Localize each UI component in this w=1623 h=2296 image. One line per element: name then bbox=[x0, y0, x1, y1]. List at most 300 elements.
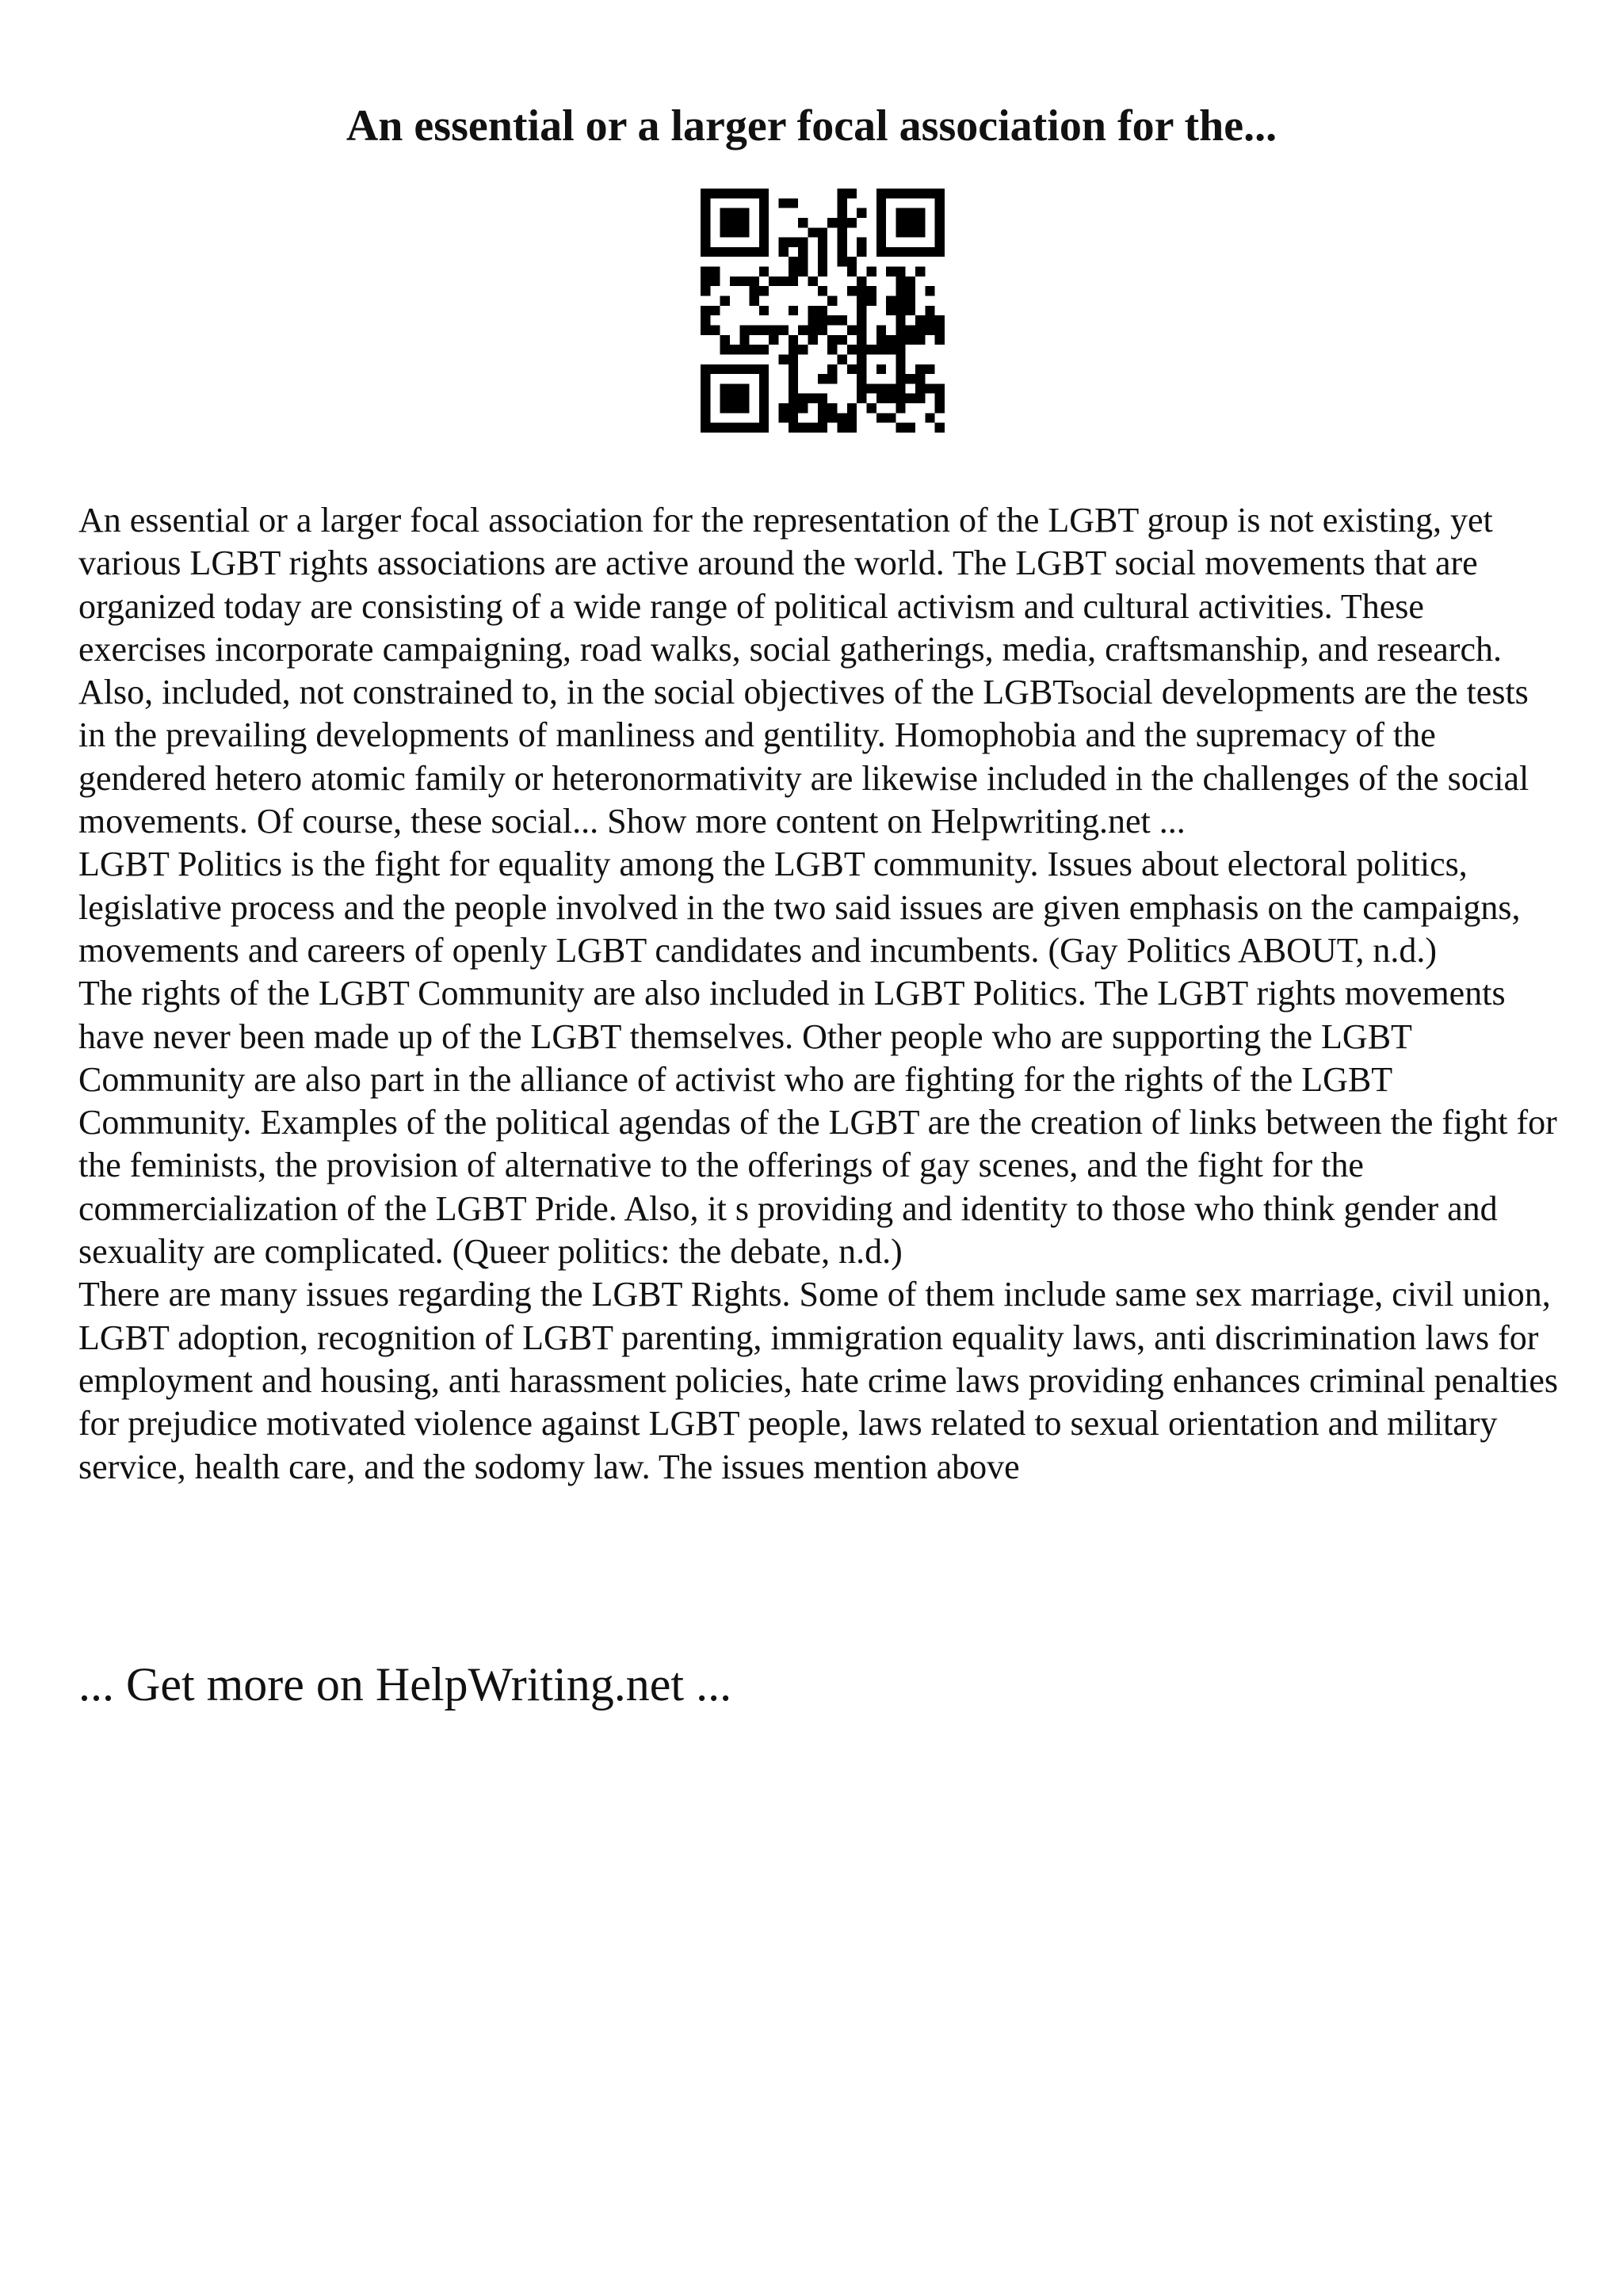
qr-module bbox=[798, 325, 808, 334]
qr-module bbox=[837, 315, 846, 325]
qr-module bbox=[798, 345, 808, 354]
qr-module bbox=[739, 423, 749, 433]
qr-module bbox=[750, 296, 759, 306]
qr-module bbox=[915, 218, 925, 227]
qr-module bbox=[876, 383, 886, 393]
qr-module bbox=[935, 198, 945, 208]
qr-module bbox=[769, 335, 778, 345]
qr-code-graphic bbox=[701, 189, 945, 433]
qr-module bbox=[876, 364, 886, 374]
qr-module bbox=[915, 267, 925, 277]
qr-module bbox=[769, 325, 778, 334]
qr-module bbox=[759, 267, 769, 277]
qr-module bbox=[798, 267, 808, 277]
qr-module bbox=[837, 218, 846, 227]
qr-module bbox=[857, 394, 866, 403]
qr-module bbox=[818, 306, 827, 315]
qr-module bbox=[720, 403, 730, 413]
qr-module bbox=[818, 315, 827, 325]
qr-module bbox=[759, 238, 769, 247]
qr-module bbox=[739, 335, 749, 345]
qr-module bbox=[896, 325, 905, 334]
qr-module bbox=[906, 374, 915, 383]
qr-module bbox=[847, 423, 857, 433]
qr-module bbox=[837, 208, 846, 218]
qr-module bbox=[896, 354, 905, 364]
qr-module bbox=[935, 423, 945, 433]
qr-module bbox=[710, 423, 720, 433]
qr-module bbox=[730, 345, 739, 354]
qr-module bbox=[730, 423, 739, 433]
qr-module bbox=[720, 383, 730, 393]
qr-module bbox=[808, 335, 818, 345]
qr-module bbox=[886, 345, 896, 354]
qr-module bbox=[808, 325, 818, 334]
qr-module bbox=[759, 374, 769, 383]
qr-module bbox=[925, 247, 934, 257]
qr-module bbox=[896, 296, 905, 306]
qr-module bbox=[876, 345, 886, 354]
qr-module bbox=[906, 423, 915, 433]
qr-module bbox=[827, 296, 837, 306]
qr-module bbox=[720, 296, 730, 306]
qr-module bbox=[906, 247, 915, 257]
qr-module bbox=[925, 364, 934, 374]
qr-module bbox=[759, 306, 769, 315]
qr-module bbox=[720, 189, 730, 198]
qr-module bbox=[866, 403, 876, 413]
qr-module bbox=[701, 238, 710, 247]
qr-module bbox=[857, 345, 866, 354]
qr-module bbox=[808, 315, 818, 325]
qr-module bbox=[730, 364, 739, 374]
qr-module bbox=[798, 238, 808, 247]
qr-module bbox=[701, 383, 710, 393]
qr-module bbox=[866, 286, 876, 296]
qr-module bbox=[896, 383, 905, 393]
qr-module bbox=[730, 394, 739, 403]
qr-module bbox=[710, 277, 720, 286]
qr-module bbox=[876, 198, 886, 208]
qr-module bbox=[779, 403, 789, 413]
qr-module bbox=[701, 364, 710, 374]
qr-module bbox=[710, 306, 720, 315]
qr-module bbox=[935, 325, 945, 334]
qr-module bbox=[730, 218, 739, 227]
qr-module bbox=[866, 296, 876, 306]
qr-module bbox=[789, 335, 798, 345]
qr-module bbox=[837, 423, 846, 433]
qr-module bbox=[935, 315, 945, 325]
qr-module bbox=[720, 423, 730, 433]
qr-module bbox=[837, 189, 846, 198]
qr-module bbox=[710, 189, 720, 198]
qr-module bbox=[730, 227, 739, 237]
qr-module bbox=[798, 403, 808, 413]
qr-module bbox=[896, 394, 905, 403]
qr-module bbox=[847, 286, 857, 296]
qr-module bbox=[886, 306, 896, 315]
qr-module bbox=[915, 394, 925, 403]
qr-module bbox=[798, 218, 808, 227]
qr-module bbox=[925, 413, 934, 422]
qr-module bbox=[857, 208, 866, 218]
qr-module bbox=[876, 394, 886, 403]
qr-module bbox=[896, 306, 905, 315]
qr-module bbox=[789, 374, 798, 383]
qr-module bbox=[906, 277, 915, 286]
qr-module bbox=[896, 208, 905, 218]
qr-module bbox=[779, 354, 789, 364]
qr-module bbox=[730, 403, 739, 413]
qr-module bbox=[701, 267, 710, 277]
qr-module bbox=[701, 198, 710, 208]
paragraph: The rights of the LGBT Community are also included in LGBT Politics. The LGBT rights movements have never been made up of the LGBT themselves. Other people who are supporting the LGBT Community are also part in the alliance of activist who are fighting for the rights of the LGBT Community. Examples of the political agendas of the LGBT are the creation of links between the fight for the feminists, the provision of alternative to the offerings of gay scenes, and the fight for the commercialization of the LGBT Pride. Also, it s providing and identity to those who think gender and sexuality are complicated. (Queer politics: the debate, n.d.) bbox=[78, 974, 1557, 1272]
qr-module bbox=[827, 374, 837, 383]
qr-module bbox=[739, 345, 749, 354]
qr-module bbox=[866, 383, 876, 393]
qr-module bbox=[886, 335, 896, 345]
qr-module bbox=[759, 325, 769, 334]
qr-module bbox=[750, 345, 759, 354]
qr-module bbox=[701, 306, 710, 315]
qr-module bbox=[827, 413, 837, 422]
qr-module bbox=[896, 286, 905, 296]
qr-module bbox=[769, 277, 778, 286]
qr-module bbox=[789, 306, 798, 315]
qr-module bbox=[857, 286, 866, 296]
qr-module bbox=[701, 277, 710, 286]
qr-module bbox=[789, 423, 798, 433]
qr-module bbox=[935, 238, 945, 247]
qr-module bbox=[701, 286, 710, 296]
qr-module bbox=[730, 277, 739, 286]
qr-module bbox=[915, 247, 925, 257]
qr-module bbox=[759, 413, 769, 422]
qr-module bbox=[750, 286, 759, 296]
qr-module bbox=[896, 345, 905, 354]
qr-module bbox=[896, 189, 905, 198]
qr-module bbox=[789, 267, 798, 277]
qr-module bbox=[857, 374, 866, 383]
qr-module bbox=[779, 198, 789, 208]
qr-module bbox=[789, 413, 798, 422]
qr-module bbox=[798, 423, 808, 433]
qr-module bbox=[896, 218, 905, 227]
qr-module bbox=[701, 208, 710, 218]
qr-module bbox=[808, 423, 818, 433]
qr-module bbox=[906, 335, 915, 345]
qr-module bbox=[876, 208, 886, 218]
qr-module bbox=[720, 364, 730, 374]
qr-module bbox=[710, 364, 720, 374]
qr-module bbox=[750, 189, 759, 198]
qr-module bbox=[906, 286, 915, 296]
qr-module bbox=[779, 413, 789, 422]
qr-module bbox=[847, 325, 857, 334]
qr-module bbox=[886, 296, 896, 306]
qr-module bbox=[906, 189, 915, 198]
qr-module bbox=[857, 383, 866, 393]
qr-module bbox=[896, 403, 905, 413]
qr-module bbox=[847, 364, 857, 374]
qr-module bbox=[876, 335, 886, 345]
qr-module bbox=[896, 374, 905, 383]
qr-module bbox=[935, 394, 945, 403]
qr-module bbox=[915, 208, 925, 218]
qr-module bbox=[857, 306, 866, 315]
qr-module bbox=[789, 354, 798, 364]
qr-module bbox=[935, 189, 945, 198]
qr-module bbox=[701, 403, 710, 413]
qr-module bbox=[837, 227, 846, 237]
qr-code-icon bbox=[701, 189, 945, 433]
qr-module bbox=[759, 403, 769, 413]
qr-module bbox=[827, 218, 837, 227]
qr-module bbox=[739, 218, 749, 227]
qr-module bbox=[739, 227, 749, 237]
qr-module bbox=[915, 374, 925, 383]
qr-module bbox=[818, 394, 827, 403]
qr-module bbox=[935, 383, 945, 393]
qr-module bbox=[876, 325, 886, 334]
qr-module bbox=[847, 403, 857, 413]
qr-module bbox=[720, 247, 730, 257]
qr-module bbox=[925, 383, 934, 393]
qr-module bbox=[925, 315, 934, 325]
qr-module bbox=[915, 364, 925, 374]
qr-module bbox=[847, 257, 857, 266]
qr-module bbox=[730, 383, 739, 393]
qr-module bbox=[876, 227, 886, 237]
paragraph: There are many issues regarding the LGBT Rights. Some of them include same sex marriage, civil union, LGBT adoption, recognition of LGBT parenting, immigration equality laws, anti discrimination laws for employment and housing, anti harassment policies, hate crime laws providing enhances criminal penalties for prejudice motivated violence against LGBT people, laws related to sexual orientation and military service, health care, and the sodomy law. The issues mention above bbox=[78, 1275, 1559, 1486]
qr-module bbox=[720, 227, 730, 237]
qr-module bbox=[759, 227, 769, 237]
qr-module bbox=[818, 247, 827, 257]
qr-module bbox=[701, 218, 710, 227]
qr-module bbox=[739, 247, 749, 257]
qr-module bbox=[837, 198, 846, 208]
paragraph: LGBT Politics is the fight for equality among the LGBT community. Issues about electoral politics, legislative process and the people involved in the two said issues are given emphasis on the campaigns, movements and careers of openly LGBT candidates and incumbents. (Gay Politics ABOUT, n.d.) bbox=[78, 845, 1521, 970]
qr-module bbox=[896, 247, 905, 257]
qr-module bbox=[886, 189, 896, 198]
qr-module bbox=[750, 364, 759, 374]
qr-module bbox=[710, 325, 720, 334]
qr-module bbox=[886, 247, 896, 257]
qr-module bbox=[701, 247, 710, 257]
qr-module bbox=[847, 267, 857, 277]
qr-module bbox=[906, 208, 915, 218]
qr-module bbox=[857, 296, 866, 306]
qr-module bbox=[739, 383, 749, 393]
qr-module bbox=[857, 364, 866, 374]
qr-module bbox=[906, 227, 915, 237]
qr-module bbox=[759, 423, 769, 433]
qr-module bbox=[818, 286, 827, 296]
qr-module bbox=[789, 394, 798, 403]
qr-module bbox=[808, 306, 818, 315]
qr-module bbox=[876, 413, 886, 422]
qr-module bbox=[925, 306, 934, 315]
qr-module bbox=[779, 277, 789, 286]
qr-module bbox=[827, 345, 837, 354]
qr-module bbox=[759, 394, 769, 403]
qr-module bbox=[925, 286, 934, 296]
qr-module bbox=[808, 394, 818, 403]
qr-module bbox=[739, 394, 749, 403]
qr-module bbox=[896, 315, 905, 325]
qr-module bbox=[896, 277, 905, 286]
qr-module bbox=[739, 403, 749, 413]
qr-module bbox=[789, 238, 798, 247]
qr-module bbox=[701, 325, 710, 334]
qr-module bbox=[925, 325, 934, 334]
qr-module bbox=[798, 394, 808, 403]
qr-module bbox=[789, 198, 798, 208]
qr-module bbox=[896, 364, 905, 374]
qr-module bbox=[847, 413, 857, 422]
qr-module bbox=[730, 189, 739, 198]
qr-module bbox=[837, 238, 846, 247]
qr-module bbox=[818, 267, 827, 277]
qr-module bbox=[857, 354, 866, 364]
qr-module bbox=[837, 413, 846, 422]
qr-module bbox=[750, 423, 759, 433]
qr-module bbox=[896, 423, 905, 433]
qr-module bbox=[886, 267, 896, 277]
qr-module bbox=[701, 227, 710, 237]
qr-module bbox=[837, 257, 846, 266]
qr-module bbox=[847, 189, 857, 198]
qr-module bbox=[720, 345, 730, 354]
qr-module bbox=[701, 423, 710, 433]
qr-module bbox=[827, 315, 837, 325]
qr-module bbox=[759, 189, 769, 198]
qr-module bbox=[935, 208, 945, 218]
qr-module bbox=[827, 364, 837, 374]
qr-module bbox=[798, 247, 808, 257]
qr-module bbox=[701, 315, 710, 325]
qr-module bbox=[701, 189, 710, 198]
qr-module bbox=[750, 277, 759, 286]
qr-module bbox=[779, 247, 789, 257]
qr-module bbox=[818, 257, 827, 266]
qr-module bbox=[759, 364, 769, 374]
qr-module bbox=[759, 198, 769, 208]
qr-module bbox=[847, 345, 857, 354]
qr-module bbox=[876, 218, 886, 227]
paragraph: An essential or a larger focal association for the representation of the LGBT group is not existing, yet various LGBT rights associations are active around the world. The LGBT social movements that are organized today are consisting of a wide range of political activism and cultural activities. These exercises incorporate campaigning, road walks, social gatherings, media, craftsmanship, and research. Also, included, not constrained to, in the social objectives of the LGBTsocial developments are the tests in the prevailing developments of manliness and gentility. Homophobia and the supremacy of the gendered hetero atomic family or heteronormativity are likewise included in the challenges of the social movements. Of course, these social... Show more content on Helpwriting.net ... bbox=[78, 501, 1529, 841]
qr-module bbox=[837, 335, 846, 345]
qr-module bbox=[789, 403, 798, 413]
qr-module bbox=[915, 189, 925, 198]
qr-module bbox=[759, 218, 769, 227]
qr-module bbox=[886, 383, 896, 393]
qr-module bbox=[866, 267, 876, 277]
qr-module bbox=[808, 277, 818, 286]
qr-module bbox=[701, 413, 710, 422]
qr-module bbox=[701, 374, 710, 383]
qr-module bbox=[906, 218, 915, 227]
qr-module bbox=[750, 247, 759, 257]
qr-module bbox=[896, 227, 905, 237]
qr-module bbox=[857, 247, 866, 257]
qr-module bbox=[759, 208, 769, 218]
qr-module bbox=[750, 325, 759, 334]
qr-module bbox=[818, 413, 827, 422]
qr-module bbox=[827, 403, 837, 413]
qr-module bbox=[837, 354, 846, 364]
qr-module bbox=[701, 394, 710, 403]
qr-module bbox=[906, 394, 915, 403]
qr-module bbox=[739, 277, 749, 286]
qr-module bbox=[720, 394, 730, 403]
qr-module bbox=[789, 257, 798, 266]
qr-module bbox=[720, 208, 730, 218]
qr-module bbox=[876, 247, 886, 257]
qr-module bbox=[789, 364, 798, 374]
qr-module bbox=[906, 325, 915, 334]
qr-module bbox=[710, 247, 720, 257]
qr-module bbox=[876, 238, 886, 247]
qr-module bbox=[847, 218, 857, 227]
qr-module bbox=[915, 335, 925, 345]
qr-module bbox=[739, 208, 749, 218]
document-body bbox=[78, 499, 1560, 1489]
qr-module bbox=[779, 325, 789, 334]
qr-module bbox=[915, 383, 925, 393]
qr-module bbox=[857, 325, 866, 334]
qr-module bbox=[906, 296, 915, 306]
qr-module bbox=[739, 189, 749, 198]
qr-module bbox=[759, 345, 769, 354]
qr-module bbox=[730, 208, 739, 218]
get-more-link[interactable]: ... Get more on HelpWriting.net ... bbox=[78, 1658, 732, 1711]
qr-module bbox=[789, 383, 798, 393]
qr-module bbox=[720, 218, 730, 227]
qr-module bbox=[759, 383, 769, 393]
qr-module bbox=[906, 306, 915, 315]
qr-module bbox=[818, 374, 827, 383]
qr-module bbox=[837, 247, 846, 257]
qr-module bbox=[730, 247, 739, 257]
qr-module bbox=[935, 403, 945, 413]
qr-module bbox=[935, 247, 945, 257]
qr-module bbox=[818, 325, 827, 334]
qr-module bbox=[886, 413, 896, 422]
qr-module bbox=[808, 227, 818, 237]
qr-module bbox=[710, 267, 720, 277]
qr-module bbox=[739, 364, 749, 374]
qr-module bbox=[739, 325, 749, 334]
qr-module bbox=[857, 238, 866, 247]
qr-module bbox=[818, 238, 827, 247]
qr-module bbox=[857, 335, 866, 345]
qr-module bbox=[759, 247, 769, 257]
qr-module bbox=[798, 257, 808, 266]
qr-module bbox=[935, 227, 945, 237]
qr-module bbox=[818, 227, 827, 237]
qr-module bbox=[876, 189, 886, 198]
qr-module bbox=[759, 286, 769, 296]
qr-module bbox=[789, 345, 798, 354]
qr-module bbox=[925, 189, 934, 198]
qr-module bbox=[915, 325, 925, 334]
qr-module bbox=[915, 315, 925, 325]
qr-module bbox=[896, 267, 905, 277]
qr-module bbox=[818, 423, 827, 433]
qr-module bbox=[779, 238, 789, 247]
